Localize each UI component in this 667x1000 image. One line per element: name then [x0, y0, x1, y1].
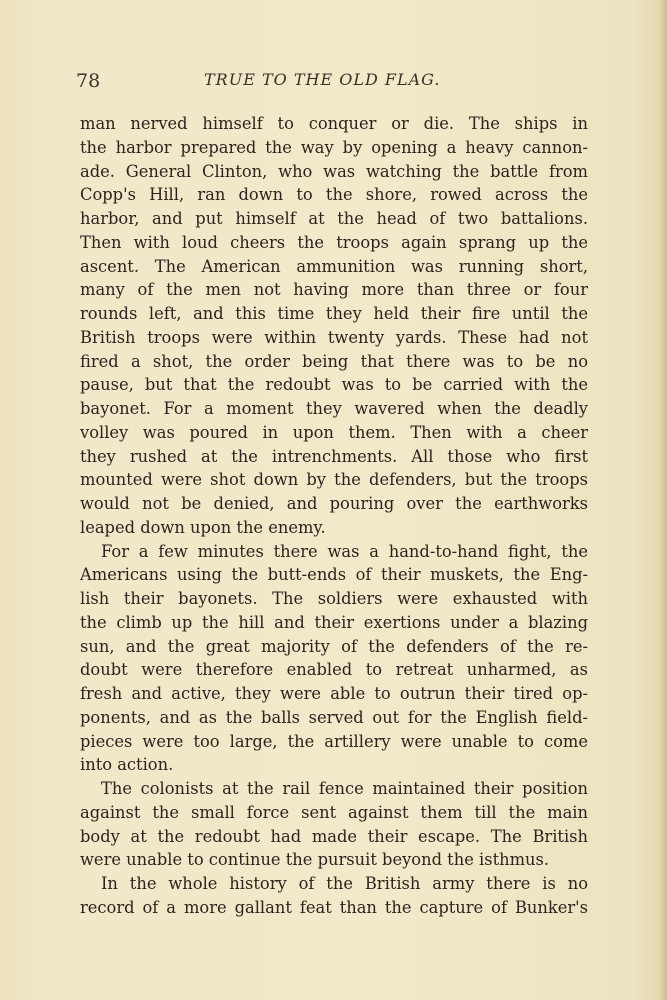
text-line: the harbor prepared the way by opening a heavy cannon- — [80, 137, 588, 157]
text-line: pause, but that the redoubt was to be carried with the — [80, 375, 588, 395]
text-line: record of a more gallant feat than the capture of Bunker's — [80, 897, 588, 917]
body-text — [80, 112, 588, 920]
text-line: the climb up the hill and their exertions under a blazing — [80, 612, 588, 632]
text-line: would not be denied, and pouring over the earthworks — [80, 494, 588, 513]
paragraph-end-line: into action. — [80, 755, 174, 775]
text-line: fired a shot, the order being that there was to be no — [80, 351, 588, 371]
paragraph-start-line: The colonists at the rail fence maintained their position — [101, 779, 588, 798]
text-line: fresh and active, they were able to outrun their tired op- — [80, 684, 588, 703]
page-number: 78 — [76, 70, 101, 92]
text-line: British troops were within twenty yards. These had not — [80, 327, 588, 347]
text-line: volley was poured in upon them. Then with a cheer — [80, 422, 588, 442]
text-line: mounted were shot down by the defenders, but the troops — [80, 470, 588, 490]
paragraph-end-line: leaped down upon the enemy. — [80, 517, 326, 537]
text-line: ponents, and as the balls served out for the English field- — [80, 707, 588, 727]
text-line: lish their bayonets. The soldiers were exhausted with — [80, 589, 588, 608]
text-line: pieces were too large, the artillery were unable to come — [80, 731, 588, 751]
text-line: harbor, and put himself at the head of two battalions. — [80, 209, 588, 228]
paragraph-end-line: were unable to continue the pursuit beyond the isthmus. — [80, 850, 550, 870]
page-header — [76, 68, 596, 98]
text-line: ade. General Clinton, who was watching the battle from — [80, 161, 588, 181]
text-line: Copp's Hill, ran down to the shore, rowed across the — [80, 185, 588, 205]
text-line: ascent. The American ammunition was running short, — [80, 256, 588, 276]
text-line: sun, and the great majority of the defenders of the re- — [80, 636, 588, 656]
text-line: man nerved himself to conquer or die. The ships in — [80, 114, 588, 133]
text-line: rounds left, and this time they held their fire until the — [80, 304, 588, 323]
text-line: Then with loud cheers the troops again sprang up the — [80, 232, 588, 252]
text-line: many of the men not having more than three or four — [80, 280, 588, 300]
running-head: TRUE TO THE OLD FLAG. — [204, 70, 441, 89]
text-line: Americans using the butt-ends of their muskets, the Eng- — [80, 565, 588, 585]
text-line: bayonet. For a moment they wavered when the deadly — [80, 399, 588, 418]
text-line: against the small force sent against them till the main — [80, 802, 588, 822]
text-line: body at the redoubt had made their escape. The British — [80, 826, 588, 846]
paragraph-start-line: For a few minutes there was a hand-to-hand fight, the — [101, 541, 588, 561]
paragraph-start-line: In the whole history of the British army there is no — [101, 874, 588, 893]
text-line: they rushed at the intrenchments. All those who first — [80, 446, 588, 466]
page-edge-shadow — [659, 0, 667, 1000]
text-line: doubt were therefore enabled to retreat unharmed, as — [80, 660, 588, 680]
